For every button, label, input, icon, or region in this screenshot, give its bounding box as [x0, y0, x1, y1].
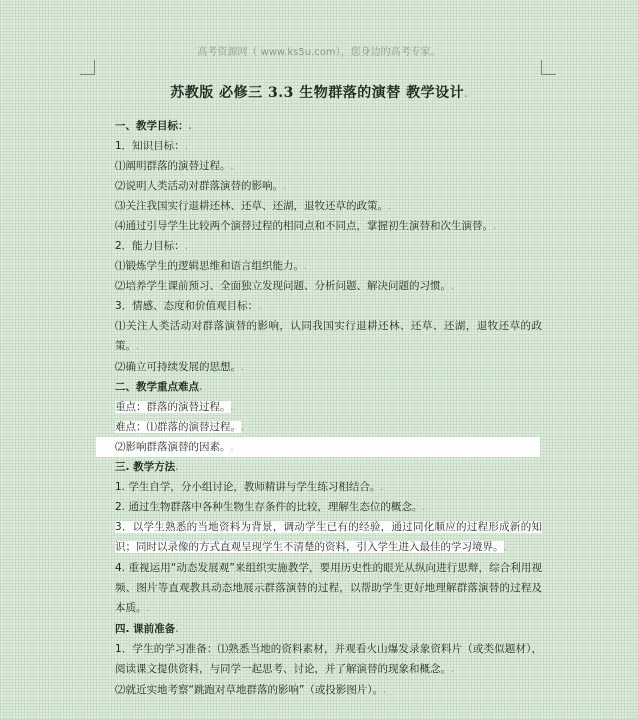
- subheading-attitude-goals: 3．情感、态度和价值观目标：.: [115, 300, 262, 312]
- list-item: ⑵确立可持续发展的思想。.: [115, 361, 244, 373]
- page-header: 高考资源网（ www.ks5u.com），您身边的高考专家。: [197, 47, 441, 58]
- list-item: ⑴关注人类活动对群落演替的影响，认同我国实行退耕还林、还草、还湖，退牧还草的政策。.: [115, 320, 542, 352]
- list-item: ⑴锻炼学生的逻辑思维和语言组织能力。.: [115, 260, 307, 272]
- subheading-knowledge-goals: 1．知识目标：.: [115, 140, 188, 152]
- list-item: 4. 重视运用“动态发展观”来组织实施教学，要用历史性的眼光从纵向进行思辩，综合利用视频、图片等直观教具动态地展示群落演替的过程，以帮助学生更好地理解群落演替的过程及本质。.: [115, 562, 542, 614]
- margin-corner-mark-left: [80, 60, 95, 75]
- list-item: ⑷通过引导学生比较两个演替过程的相同点和不同点，掌握初生演替和次生演替。.: [115, 220, 496, 232]
- section-heading-preparation: 四. 课前准备.: [115, 623, 179, 635]
- document-title: 苏教版 必修三 3.3 生物群落的演替 教学设计.: [170, 85, 468, 101]
- list-item: ⑶关注我国实行退耕还林、还草、还湖，退牧还草的政策。.: [115, 200, 391, 212]
- section-heading-objectives: 一、教学目标：.: [115, 120, 192, 132]
- section-heading-key-points: 二、教学重点难点.: [115, 381, 203, 393]
- difficulty-line: 难点：⑴群落的演替过程。.: [115, 421, 244, 433]
- list-item: 3．以学生熟悉的当地资料为背景，调动学生已有的经验，通过同化顺应的过程形成新的知识；同时以录像的方式直观呈现学生不清楚的资料，引入学生进入最佳的学习境界。.: [115, 521, 542, 553]
- key-point-line: 重点：群落的演替过程。.: [115, 401, 234, 413]
- section-heading-methods: 三. 教学方法.: [115, 461, 179, 473]
- subheading-ability-goals: 2．能力目标：.: [115, 240, 188, 252]
- list-item: ⑵培养学生课前预习、全面独立发现问题、分析问题、解决问题的习惯。.: [115, 280, 454, 292]
- document-body: [96, 84, 542, 700]
- list-item: 2. 通过生物群落中各种生物生存条件的比较，理解生态位的概念。.: [115, 501, 426, 513]
- list-item: 1. 学生自学，分小组讨论，教师精讲与学生练习相结合。.: [115, 481, 384, 493]
- list-item: ⑴阐明群落的演替过程。.: [115, 160, 234, 172]
- margin-corner-mark-right: [541, 60, 556, 75]
- list-item: ⑵说明人类活动对群落演替的影响。.: [115, 180, 286, 192]
- difficulty-line-2: ⑵影响群落演替的因素。.: [96, 437, 542, 457]
- list-item: 1．学生的学习准备：⑴熟悉当地的资料素材，并观看火山爆发录象资料片（或类似题材），阅读课文提供资料，与同学一起思考、讨论，并了解演替的现象和概念。.: [115, 643, 542, 675]
- list-item: ⑵就近实地考察“跳跑对草地群落的影响”（或投影图片）。.: [115, 684, 387, 696]
